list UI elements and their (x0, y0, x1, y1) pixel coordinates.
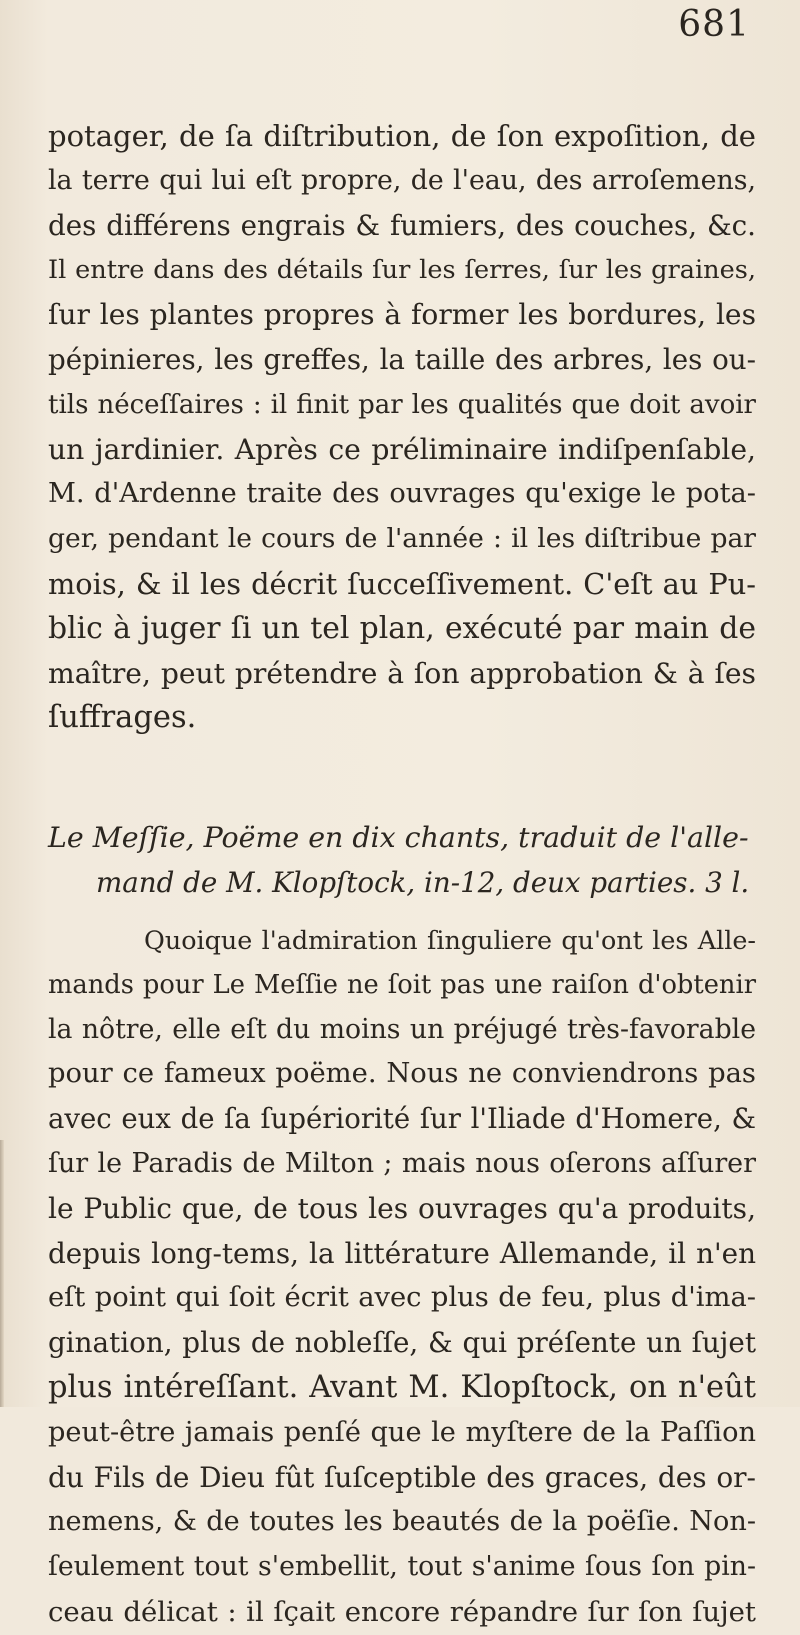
text-line: M. d'Ardenne traite des ouvrages qu'exige le pota- (48, 478, 756, 510)
text-line: Quoique l'admiration ſinguliere qu'ont les Alle- (144, 925, 756, 955)
text-line: plus intéreſſant. Avant M. Klopſtock, on n'eût (48, 1369, 756, 1405)
text-line: depuis long-tems, la littérature Allemande, il n'en (48, 1236, 756, 1270)
text-line: ſuffrages. (48, 700, 197, 736)
book-entry-heading (48, 816, 756, 906)
text-line: tils néceſſaires : il finit par les qualités que doit avoir (48, 389, 756, 420)
text-line: mois, & il les décrit ſucceſſivement. C'eſt au Pu- (48, 566, 756, 601)
text-line: Il entre dans des détails ſur les ſerres, ſur les graines, (48, 255, 756, 286)
text-line: nemens, & de toutes les beautés de la poëſie. Non- (48, 1506, 756, 1538)
text-line: ceau délicat : il ſçait encore répandre ſur ſon ſujet (48, 1595, 756, 1628)
text-line: blic à juger ſi un tel plan, exécuté par main de (48, 610, 756, 646)
text-line: des différens engrais & fumiers, des couches, &c. (48, 208, 756, 242)
text-line: potager, de ſa diſtribution, de ſon expoſition, de (48, 119, 756, 153)
text-line: ſur les plantes propres à former les bordures, les (48, 298, 756, 332)
text-line: peut-être jamais penſé que le myſtere de la Paſſion (48, 1416, 756, 1448)
text-line: ger, pendant le cours de l'année : il les diſtribue par (48, 523, 756, 555)
text-line: maître, peut prétendre à ſon approbation & à ſes (48, 656, 756, 690)
text-line: un jardinier. Après ce préliminaire indiſpenſable, (48, 432, 756, 466)
text-line: gination, plus de nobleſſe, & qui préſente un ſujet (48, 1326, 756, 1360)
text-line: pour ce fameux poëme. Nous ne conviendrons pas (48, 1058, 756, 1090)
text-line: le Public que, de tous les ouvrages qu'a produits, (48, 1191, 756, 1225)
text-line: ſur le Paradis de Milton ; mais nous oſerons aſſurer (48, 1147, 756, 1179)
text-line: mands pour Le Meſſie ne ſoit pas une raiſon d'obtenir (48, 969, 756, 1000)
page-edge-shadow (0, 1140, 4, 1407)
text-line: avec eux de ſa ſupériorité ſur l'Iliade d'Homere, & (48, 1103, 756, 1136)
text-line: du Fils de Dieu fût ſuſceptible des graces, des or- (48, 1460, 756, 1494)
entry-title-line: Le Meſſie, Poëme en dix chants, traduit de l'alle- (48, 821, 749, 854)
paragraph-messie (48, 918, 756, 1635)
page-number: 681 (678, 4, 750, 45)
text-line: eſt point qui ſoit écrit avec plus de feu, plus d'ima- (48, 1282, 756, 1314)
text-line: pépinieres, les greffes, la taille des arbres, les ou- (48, 342, 756, 376)
paragraph-potager (48, 114, 756, 741)
text-line: la nôtre, elle eſt du moins un préjugé très-favorable (48, 1013, 756, 1045)
text-line: ſeulement tout s'embellit, tout s'anime ſous ſon pin- (48, 1551, 756, 1583)
entry-title-line: mand de M. Klopſtock, in-12, deux parties. 3 l. (96, 865, 750, 899)
text-line: la terre qui lui eſt propre, de l'eau, des arroſemens, (48, 164, 756, 196)
